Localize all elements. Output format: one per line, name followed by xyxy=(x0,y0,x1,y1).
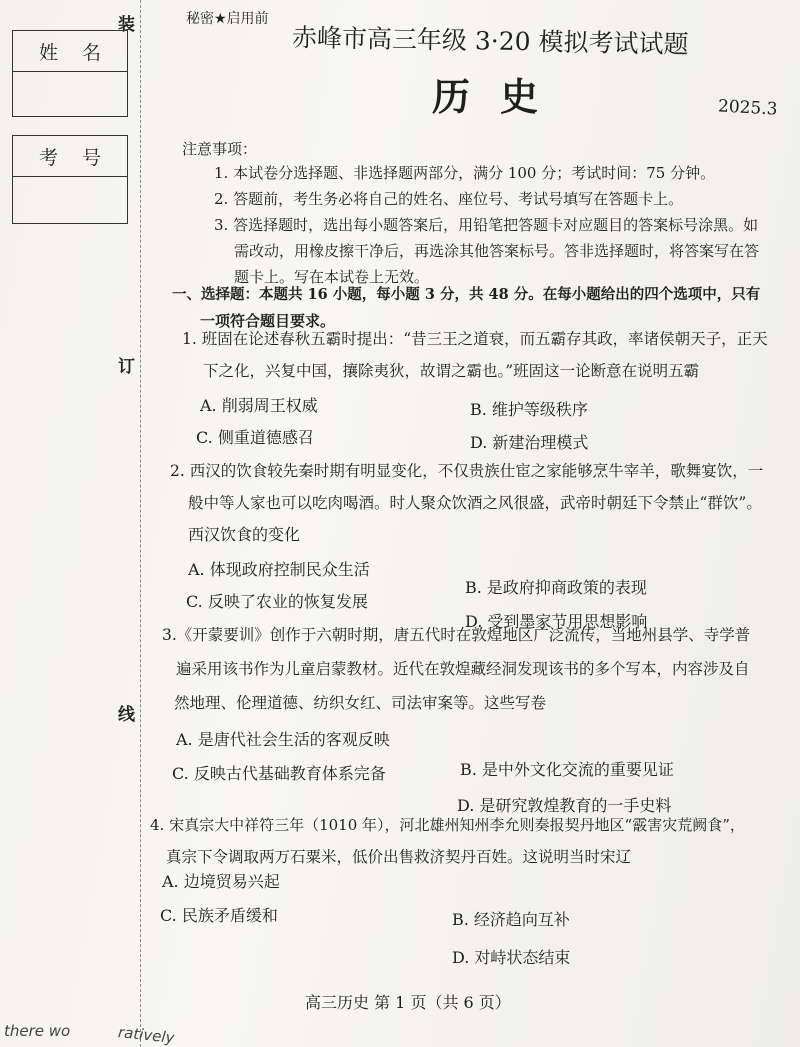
binding-cut-line xyxy=(140,0,141,1047)
page-footer: 高三历史 第 1 页（共 6 页） xyxy=(305,993,511,1012)
q2-option-a: A. 体现政府控制民众生活 xyxy=(188,560,370,579)
name-label-2: 名 xyxy=(81,41,101,64)
binding-char-xian: 线 xyxy=(118,705,135,725)
q2-option-c: C. 反映了农业的恢复发展 xyxy=(186,592,368,611)
exam-date: 2025.3 xyxy=(717,96,778,120)
q1-option-a: A. 削弱周王权威 xyxy=(200,396,318,415)
exam-no-label-2: 号 xyxy=(81,146,101,169)
name-box xyxy=(12,30,128,117)
q2-option-d: D. 受到墨家节用思想影响 xyxy=(465,612,648,631)
q4-stem: 4. 宋真宗大中祥符三年（1010 年），河北雄州知州李允则奏报契丹地区“霰害灾荒阙食”， xyxy=(150,816,745,834)
q1-option-d: D. 新建治理模式 xyxy=(470,433,589,452)
name-label-1: 姓 xyxy=(38,41,58,64)
q1-option-b: B. 维护等级秩序 xyxy=(470,400,588,419)
exam-title: 赤峰市高三年级 3·20 模拟考试试题 xyxy=(291,23,689,59)
q2-stem: 2. 西汉的饮食较先秦时期有明显变化，不仅贵族仕宦之家能够烹牛宰羊，歌舞宴饮，一 xyxy=(170,462,764,480)
q1-stem: 下之化，兴复中国，攘除夷狄，故谓之霸也。”班固这一论断意在说明五霸 xyxy=(203,362,700,380)
exam-number-box xyxy=(12,135,128,224)
q4-option-d: D. 对峙状态结束 xyxy=(452,948,571,967)
section-heading-cont: 一项符合题目要求。 xyxy=(200,312,336,330)
note-item: 1. 本试卷分选择题、非选择题两部分，满分 100 分；考试时间：75 分钟。 xyxy=(214,164,716,182)
q2-stem: 般中等人家也可以吃肉喝酒。时人聚众饮酒之风很盛，武帝时朝廷下令禁止“群饮”。 xyxy=(188,494,762,512)
note-item: 需改动，用橡皮擦干净后，再选涂其他答案标号。答非选择题时，将答案写在答 xyxy=(234,242,760,260)
binding-char-zhuang: 装 xyxy=(118,15,135,35)
bottom-bleed-text: ratively xyxy=(117,1023,176,1047)
name-blank xyxy=(13,72,127,116)
q3-stem: 3.《开蒙要训》创作于六朝时期，唐五代时在敦煌地区广泛流传，当地州县学、寺学普 xyxy=(162,626,751,644)
q2-stem: 西汉饮食的变化 xyxy=(188,525,301,544)
note-item: 2. 答题前，考生务必将自己的姓名、座位号、考试号填写在答题卡上。 xyxy=(214,190,684,208)
note-item: 3. 答选择题时，选出每小题答案后，用铅笔把答题卡对应题目的答案标号涂黑。如 xyxy=(214,216,759,234)
section-heading: 一、选择题：本题共 16 小题，每小题 3 分，共 48 分。在每小题给出的四个选项中，只有 xyxy=(172,286,761,303)
q2-option-b: B. 是政府抑商政策的表现 xyxy=(465,578,647,597)
bottom-bleed-text: there wo xyxy=(4,1022,71,1040)
q4-option-c: C. 民族矛盾缓和 xyxy=(160,906,278,925)
exam-no-label-1: 考 xyxy=(38,146,58,169)
q3-option-a: A. 是唐代社会生活的客观反映 xyxy=(176,730,390,749)
q4-stem: 真宗下令调取两万石粟米，低价出售救济契丹百姓。这说明当时宋辽 xyxy=(166,848,632,866)
q1-stem: 1. 班固在论述春秋五霸时提出：“昔三王之道衰，而五霸存其政，率诸侯朝天子，正天 xyxy=(182,330,768,348)
exam-number-blank xyxy=(13,177,127,223)
q3-stem: 然地理、伦理道德、纺织女红、司法审案等。这些写卷 xyxy=(174,694,547,712)
q3-stem: 遍采用该书作为儿童启蒙教材。近代在敦煌藏经洞发现该书的多个写本，内容涉及自 xyxy=(176,660,750,678)
q3-option-c: C. 反映古代基础教育体系完备 xyxy=(172,764,386,783)
subject-title: 历史 xyxy=(432,74,569,119)
notes-heading: 注意事项： xyxy=(182,140,258,158)
note-item: 题卡上。写在本试卷上无效。 xyxy=(234,268,430,286)
binding-char-ding: 订 xyxy=(118,357,135,377)
q3-option-d: D. 是研究敦煌教育的一手史料 xyxy=(457,796,672,815)
confidential-mark: 秘密★启用前 xyxy=(186,11,269,27)
q3-option-b: B. 是中外文化交流的重要见证 xyxy=(460,760,674,779)
q4-option-b: B. 经济趋向互补 xyxy=(452,910,570,929)
q1-option-c: C. 侧重道德感召 xyxy=(196,428,314,447)
q4-option-a: A. 边境贸易兴起 xyxy=(162,872,280,891)
